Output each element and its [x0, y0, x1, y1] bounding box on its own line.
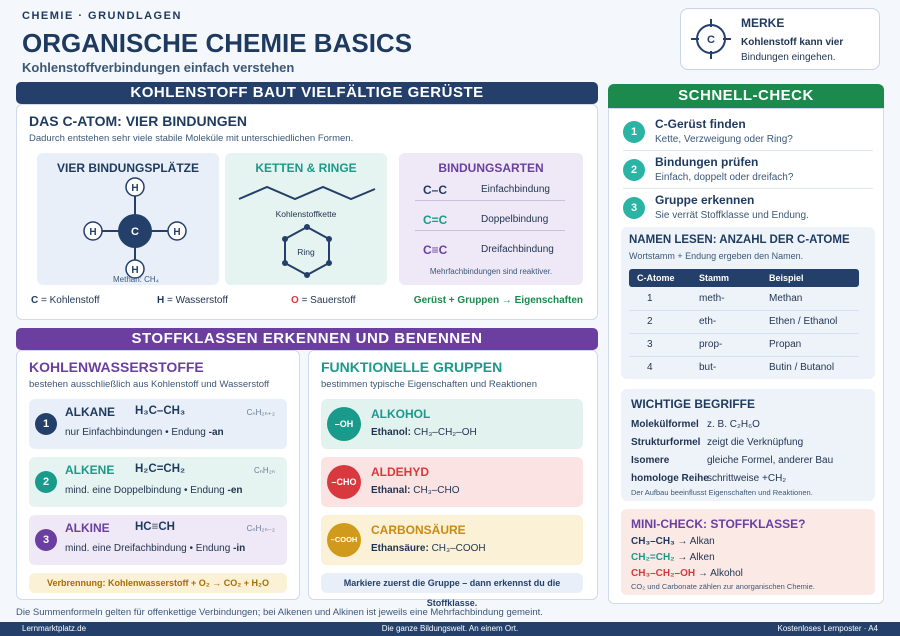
panel-schnell-check [608, 108, 884, 604]
merke-text [741, 35, 871, 65]
check-step-2: 2 Bindungen prüfen Einfach, doppelt oder dreifach? [623, 155, 873, 189]
panel-funktionelle-gruppen [308, 350, 598, 608]
footer-bar [0, 622, 900, 636]
minicheck-item: CH₃–CH₂–OH → Alkohol [631, 568, 743, 579]
table-row: 3 prop- Propan [629, 333, 859, 356]
svg-text:H: H [173, 227, 181, 238]
chain-label: Kohlenstoffkette [275, 209, 337, 219]
methane-caption: Methan: CH₄ [113, 275, 159, 284]
bond-row-double [415, 209, 565, 231]
kw-desc: bestehen ausschließlich aus Kohlenstoff und Wasserstoff [29, 379, 270, 390]
svg-text:H: H [131, 183, 139, 194]
merke-text-bold: Kohlenstoff kann vier [741, 37, 844, 48]
merke-label: MERKE [741, 16, 785, 30]
carbon-target-icon [689, 17, 733, 61]
class-alkane: 1 ALKANE H₃C–CH₃ CₙH₂ₙ₊₂ nur Einfachbindungen • Endung -an [29, 399, 287, 449]
fg-desc: bestimmen typische Eigenschaften und Reaktionen [321, 379, 537, 390]
box-bindungsplaetze-title: VIER BINDUNGSPLÄTZE [56, 161, 199, 175]
bond-name: Einfachbindung [481, 184, 550, 195]
footer-site-link[interactable]: Lernmarktplatz.de [22, 624, 87, 633]
box-bindungsarten [399, 153, 583, 285]
box-bindungsplaetze [37, 153, 219, 285]
class-alkene: 2 ALKENE H₂C=CH₂ CₙH₂ₙ mind. eine Doppelbindung • Endung -en [29, 457, 287, 507]
merke-icon-letter: C [707, 34, 715, 46]
banner-kohlenstoff: KOHLENSTOFF BAUT VIELFÄLTIGE GERÜSTE [16, 82, 598, 104]
minicheck-item: CH₂=CH₂ → Alken [631, 552, 715, 563]
table-row: 1 meth- Methan [629, 287, 859, 310]
bond-row-triple [415, 239, 565, 261]
namen-table: C-Atome Stamm Beispiel 1 meth- Methan 2 eth- Ethen / Ethanol 3 prop- Propan 4 but- Butin / Butanol [629, 269, 859, 379]
box-ketten-ringe [225, 153, 387, 285]
group-aldehyd: –CHO ALDEHYD Ethanal: CH₃–CHO [321, 457, 583, 507]
begriffe-box: WICHTIGE BEGRIFFE Molekülformel z. B. C₂H₆O Strukturformel zeigt die Verknüpfung Isomere gleiche Formel, anderer Bau homologe Reihe schrittweise +CH₂ Der Aufbau beeinflusst Eigenschaften und Reaktionen. [621, 389, 875, 501]
panel-kohlenwasserstoffe [16, 350, 300, 600]
legend-o: O = Sauerstoff [291, 295, 356, 306]
methane-diagram [37, 153, 219, 285]
begriffe-note: Der Aufbau beeinflusst Eigenschaften und Reaktionen. [631, 488, 813, 497]
svg-text:C: C [131, 226, 139, 238]
box-bindungsarten-title: BINDUNGSARTEN [438, 161, 544, 175]
merke-box [680, 8, 880, 70]
chain-ring-diagram [225, 153, 387, 285]
bond-symbol: C=C [423, 213, 448, 227]
bond-name: Dreifachbindung [481, 244, 554, 255]
minicheck-note: CO₂ und Carbonate zählen zur anorganischen Chemie. [631, 582, 815, 591]
table-row: 4 but- Butin / Butanol [647, 362, 835, 374]
footer-poster-label: Kostenloses Lernposter · A4 [777, 624, 878, 633]
kw-title: KOHLENWASSERSTOFFE [29, 359, 204, 375]
begriffe-title: WICHTIGE BEGRIFFE [631, 397, 755, 411]
c-atom-title: DAS C-ATOM: VIER BINDUNGEN [29, 113, 248, 129]
namen-lesen-box [621, 227, 875, 379]
check-step-1: 1 C-Gerüst finden Kette, Verzweigung oder Ring? [623, 117, 873, 151]
minicheck-title: MINI-CHECK: STOFFKLASSE? [631, 517, 806, 531]
svg-text:H: H [89, 227, 97, 238]
footnote: Die Summenformeln gelten für offenkettige Verbindungen; bei Alkenen und Alkinen ist jeweils eine Mehrfachbindung gemeint. [16, 607, 543, 618]
merke-text-rest: Bindungen eingehen. [741, 52, 836, 63]
fg-note: Markiere zuerst die Gruppe – dann erkennst du die Stoffklasse. [321, 573, 583, 593]
bond-symbol: C–C [423, 183, 448, 197]
c-atom-desc: Dadurch entstehen sehr viele stabile Moleküle mit unterschiedlichen Formen. [29, 133, 354, 144]
group-alkohol: –OH ALKOHOL Ethanol: CH₃–CH₂–OH [321, 399, 583, 449]
namen-desc: Wortstamm + Endung ergeben den Namen. [629, 251, 804, 261]
check-step-3: 3 Gruppe erkennen Sie verrät Stoffklasse und Endung. [623, 193, 873, 227]
legend-formula: Gerüst + Gruppen → Eigenschaften [413, 295, 583, 306]
group-carbonsaeure: –COOH CARBONSÄURE Ethansäure: CH₃–COOH [321, 515, 583, 565]
footer-slogan: Die ganze Bildungswelt. An einem Ort. [381, 624, 519, 633]
box-ketten-title: KETTEN & RINGE [255, 161, 357, 175]
minicheck-box [621, 509, 875, 595]
legend-c: C = Kohlenstoff [31, 295, 100, 306]
legend-h: H = Wasserstoff [157, 295, 228, 306]
class-alkine: 3 ALKINE HC≡CH CₙH₂ₙ₋₂ mind. eine Dreifachbindung • Endung -in [29, 515, 287, 565]
bond-name: Doppelbindung [481, 214, 549, 225]
ring-label: Ring [297, 247, 315, 257]
bond-row-single [415, 179, 565, 201]
kicker: CHEMIE · GRUNDLAGEN [22, 10, 182, 22]
banner-stoffklassen: STOFFKLASSEN ERKENNEN UND BENENNEN [16, 328, 598, 350]
svg-text:H: H [131, 265, 139, 276]
table-row: 2 eth- Ethen / Ethanol [629, 310, 859, 333]
page-title: ORGANISCHE CHEMIE BASICS [22, 28, 413, 58]
bond-symbol: C≡C [423, 243, 448, 257]
fg-title: FUNKTIONELLE GRUPPEN [321, 359, 503, 375]
panel-c-atom [16, 104, 598, 320]
bond-note: Mehrfachbindungen sind reaktiver. [429, 267, 553, 276]
kw-note: Verbrennung: Kohlenwasserstoff + O₂ → CO₂ + H₂O [29, 573, 287, 593]
namen-title: NAMEN LESEN: ANZAHL DER C-ATOME [629, 234, 850, 246]
minicheck-item: CH₃–CH₃ → Alkan [631, 536, 715, 547]
page-subtitle: Kohlenstoffverbindungen einfach verstehen [22, 60, 295, 75]
banner-schnell-check: SCHNELL-CHECK [608, 84, 884, 108]
